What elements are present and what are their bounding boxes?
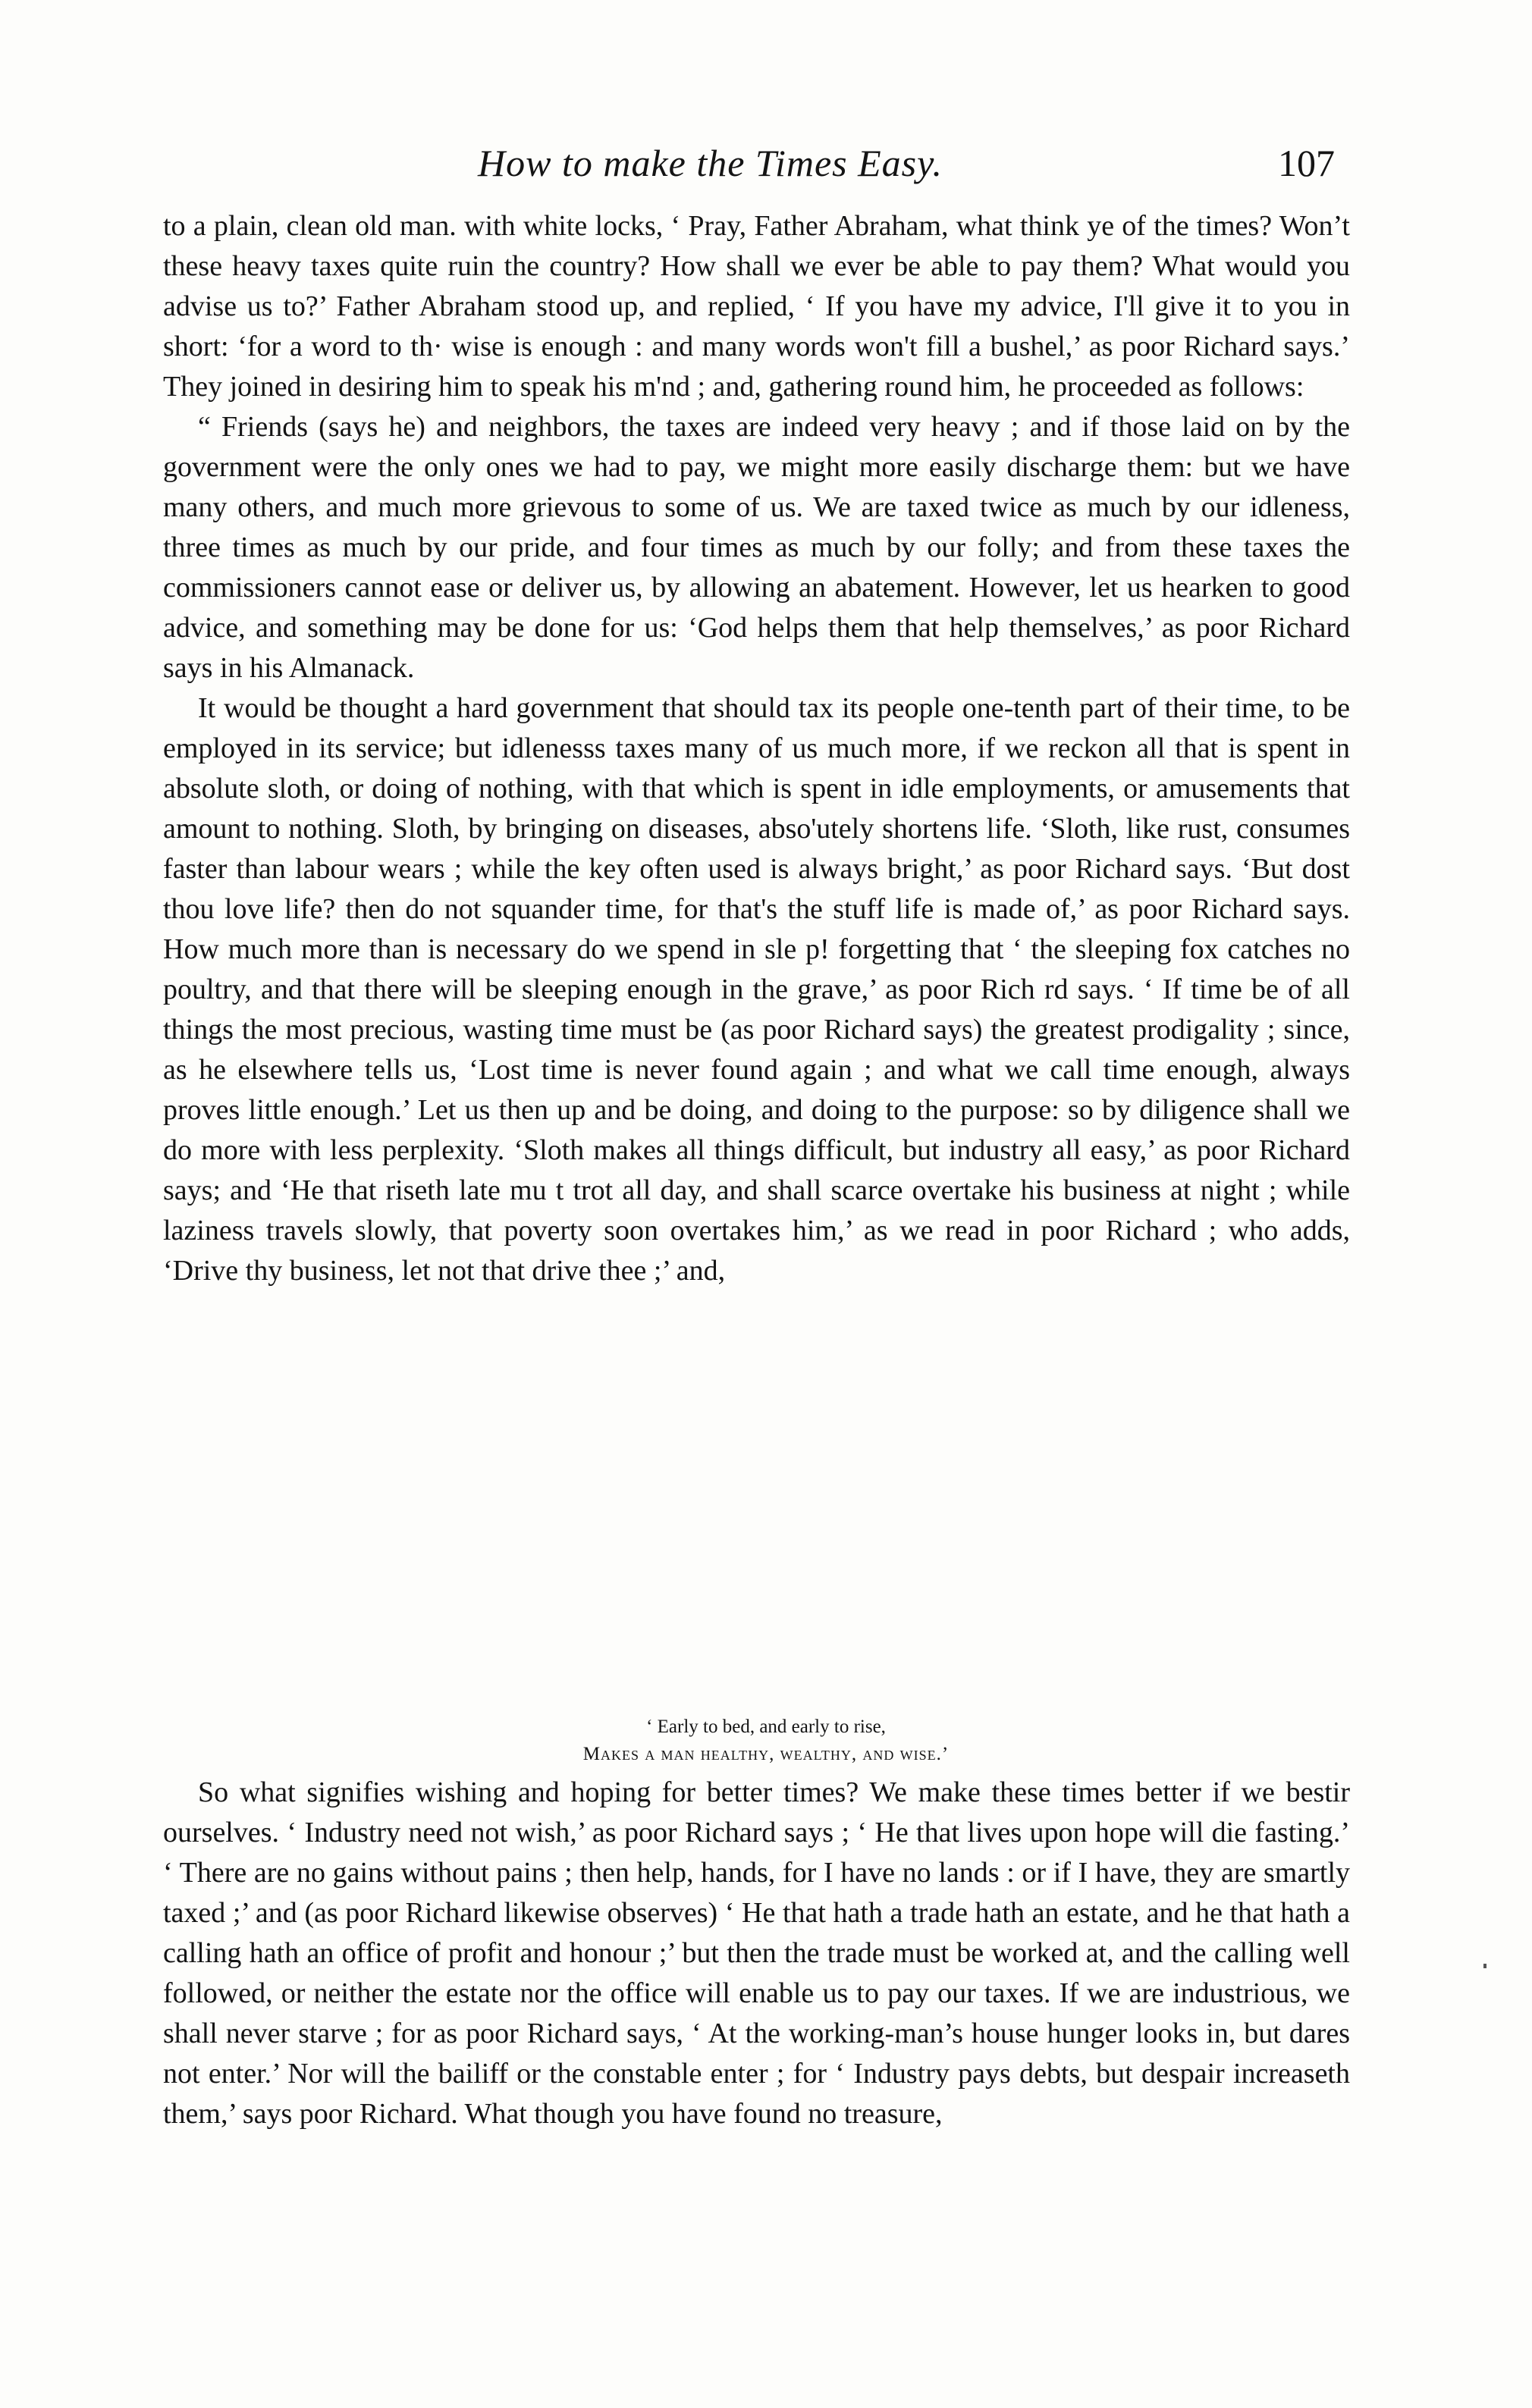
verse-quote <box>425 1714 1107 1768</box>
paragraph: to a plain, clean old man. with white locks, ‘ Pray, Father Abraham, what think ye of the times? Won’t these heavy taxes quite ruin the country? How shall we ever be able to pay them? What would you advise us to?’ Father Abraham stood up, and replied, ‘ If you have my advice, I'll give it to you in short: ‘for a word to th· wise is enough : and many words won't fill a bushel,’ as poor Richard says.’ They joined in desiring him to speak his m'nd ; and, gathering round him, he proceeded as follows: <box>163 210 1350 403</box>
verse-line: Makes a man healthy, wealthy, and wise.’ <box>582 1744 950 1764</box>
page-header <box>167 141 1335 194</box>
paragraph: “ Friends (says he) and neighbors, the taxes are indeed very heavy ; and if those laid on by the government were the only ones we had to pay, we might more easily discharge them: but we have many others, and much more grievous to some of us. We are taxed twice as much by our idleness, three times as much by our pride, and four times as much by our folly; and from these taxes the commissioners cannot ease or deliver us, by allowing an abatement. However, let us hearken to good advice, and something may be done for us: ‘God helps them that help themselves,’ as poor Richard says in his Almanack. <box>163 411 1350 684</box>
verse-line: ‘ Early to bed, and early to rise, <box>646 1717 886 1737</box>
ink-speck <box>1483 1964 1486 1968</box>
paragraph: It would be thought a hard government that should tax its people one-tenth part of their time, to be employed in its service; but idlenesss taxes many of us much more, if we reckon all that is spent in absolute sloth, or doing of nothing, with that which is spent in idle employments, or amusements that amount to nothing. Sloth, by bringing on diseases, abso'utely shortens life. ‘Sloth, like rust, consumes faster than labour wears ; while the key often used is always bright,’ as poor Richard says. ‘But dost thou love life? then do not squander time, for that's the stuff life is made of,’ as poor Richard says. How much more than is necessary do we spend in sle p! forgetting that ‘ the sleeping fox catches no poultry, and that there will be sleeping enough in the grave,’ as poor Rich rd says. ‘ If time be of all things the most precious, wasting time must be (as poor Richard says) the greatest prodigality ; since, as he elsewhere tells us, ‘Lost time is never found again ; and what we call time enough, always proves little enough.’ Let us then up and be doing, and doing to the purpose: so by diligence shall we do more with less perplexity. ‘Sloth makes all things difficult, but industry all easy,’ as poor Richard says; and ‘He that riseth late mu t trot all day, and shall scarce overtake his business at night ; while laziness travels slowly, that poverty soon overtakes him,’ as we read in poor Richard ; who adds, ‘Drive thy business, let not that drive thee ;’ and, <box>163 692 1350 1287</box>
running-title: How to make the Times Easy. <box>478 142 943 184</box>
paragraph: So what signifies wishing and hoping for better times? We make these times better if we bestir ourselves. ‘ Industry need not wish,’ as poor Richard says ; ‘ He that lives upon hope will die fasting.’ ‘ There are no gains without pains ; then help, hands, for I have no lands : or if I have, they are smartly taxed ;’ and (as poor Richard likewise observes) ‘ He that hath a trade hath an estate, and he that hath a calling hath an office of profit and honour ;’ but then the trade must be worked at, and the calling well followed, or neither the estate nor the office will enable us to pay our taxes. If we are industrious, we shall never starve ; for as poor Richard says, ‘ At the working-man’s house hunger looks in, but dares not enter.’ Nor will the bailiff or the constable enter ; for ‘ Industry pays debts, but despair increaseth them,’ says poor Richard. What though you have found no treasure, <box>163 1776 1350 2130</box>
body-text-continued <box>163 1773 1350 2134</box>
body-text <box>163 206 1350 1291</box>
page-number: 107 <box>1278 142 1335 184</box>
